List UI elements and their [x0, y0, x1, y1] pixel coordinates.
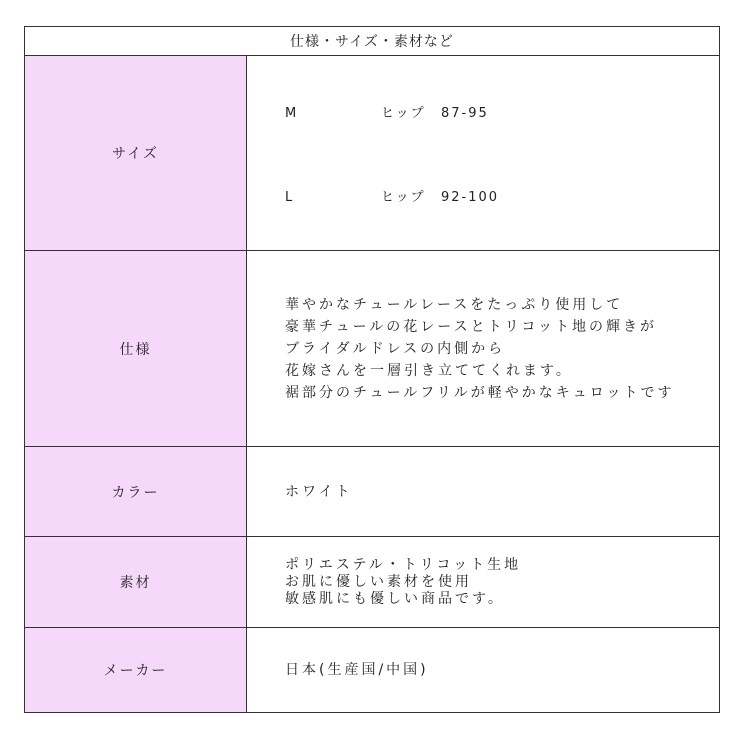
maker-value	[247, 628, 719, 712]
spec-table	[24, 26, 720, 713]
color-value	[247, 447, 719, 536]
size-value	[247, 56, 719, 250]
size-row	[25, 56, 719, 251]
spec-row	[25, 251, 719, 447]
size-hip-label: ヒップ	[381, 190, 426, 205]
spec-line: 豪華チュールの花レースとトリコット地の輝きが	[285, 318, 658, 335]
maker-label: メーカー	[25, 628, 247, 712]
maker-text: 日本(生産国/中国)	[285, 662, 429, 678]
size-range: 87-95	[441, 106, 489, 121]
material-line: ポリエステル・トリコット生地	[285, 556, 522, 573]
color-row	[25, 447, 719, 537]
table-title: 仕様・サイズ・素材など	[290, 34, 454, 50]
material-line: 敏感肌にも優しい商品です。	[285, 590, 505, 607]
material-value	[247, 537, 719, 627]
material-label: 素材	[25, 537, 247, 627]
material-line: お肌に優しい素材を使用	[285, 573, 472, 590]
spec-line: 裾部分のチュールフリルが軽やかなキュロットです	[285, 384, 675, 401]
spec-label: 仕様	[25, 251, 247, 446]
size-entry-m	[285, 103, 489, 125]
table-header	[25, 27, 719, 56]
spec-line: ブライダルドレスの内側から	[285, 340, 506, 357]
maker-row	[25, 628, 719, 712]
size-code: L	[285, 190, 294, 205]
size-range: 92-100	[441, 190, 500, 205]
color-text: ホワイト	[285, 483, 353, 500]
material-row	[25, 537, 719, 628]
size-label: サイズ	[25, 56, 247, 250]
spec-line: 華やかなチュールレースをたっぷり使用して	[285, 296, 624, 313]
size-entry-l	[285, 187, 499, 209]
color-label: カラー	[25, 447, 247, 536]
spec-value	[247, 251, 719, 446]
spec-line: 花嫁さんを一層引き立ててくれます。	[285, 362, 573, 379]
size-hip-label: ヒップ	[381, 106, 426, 121]
size-code: M	[285, 106, 298, 121]
